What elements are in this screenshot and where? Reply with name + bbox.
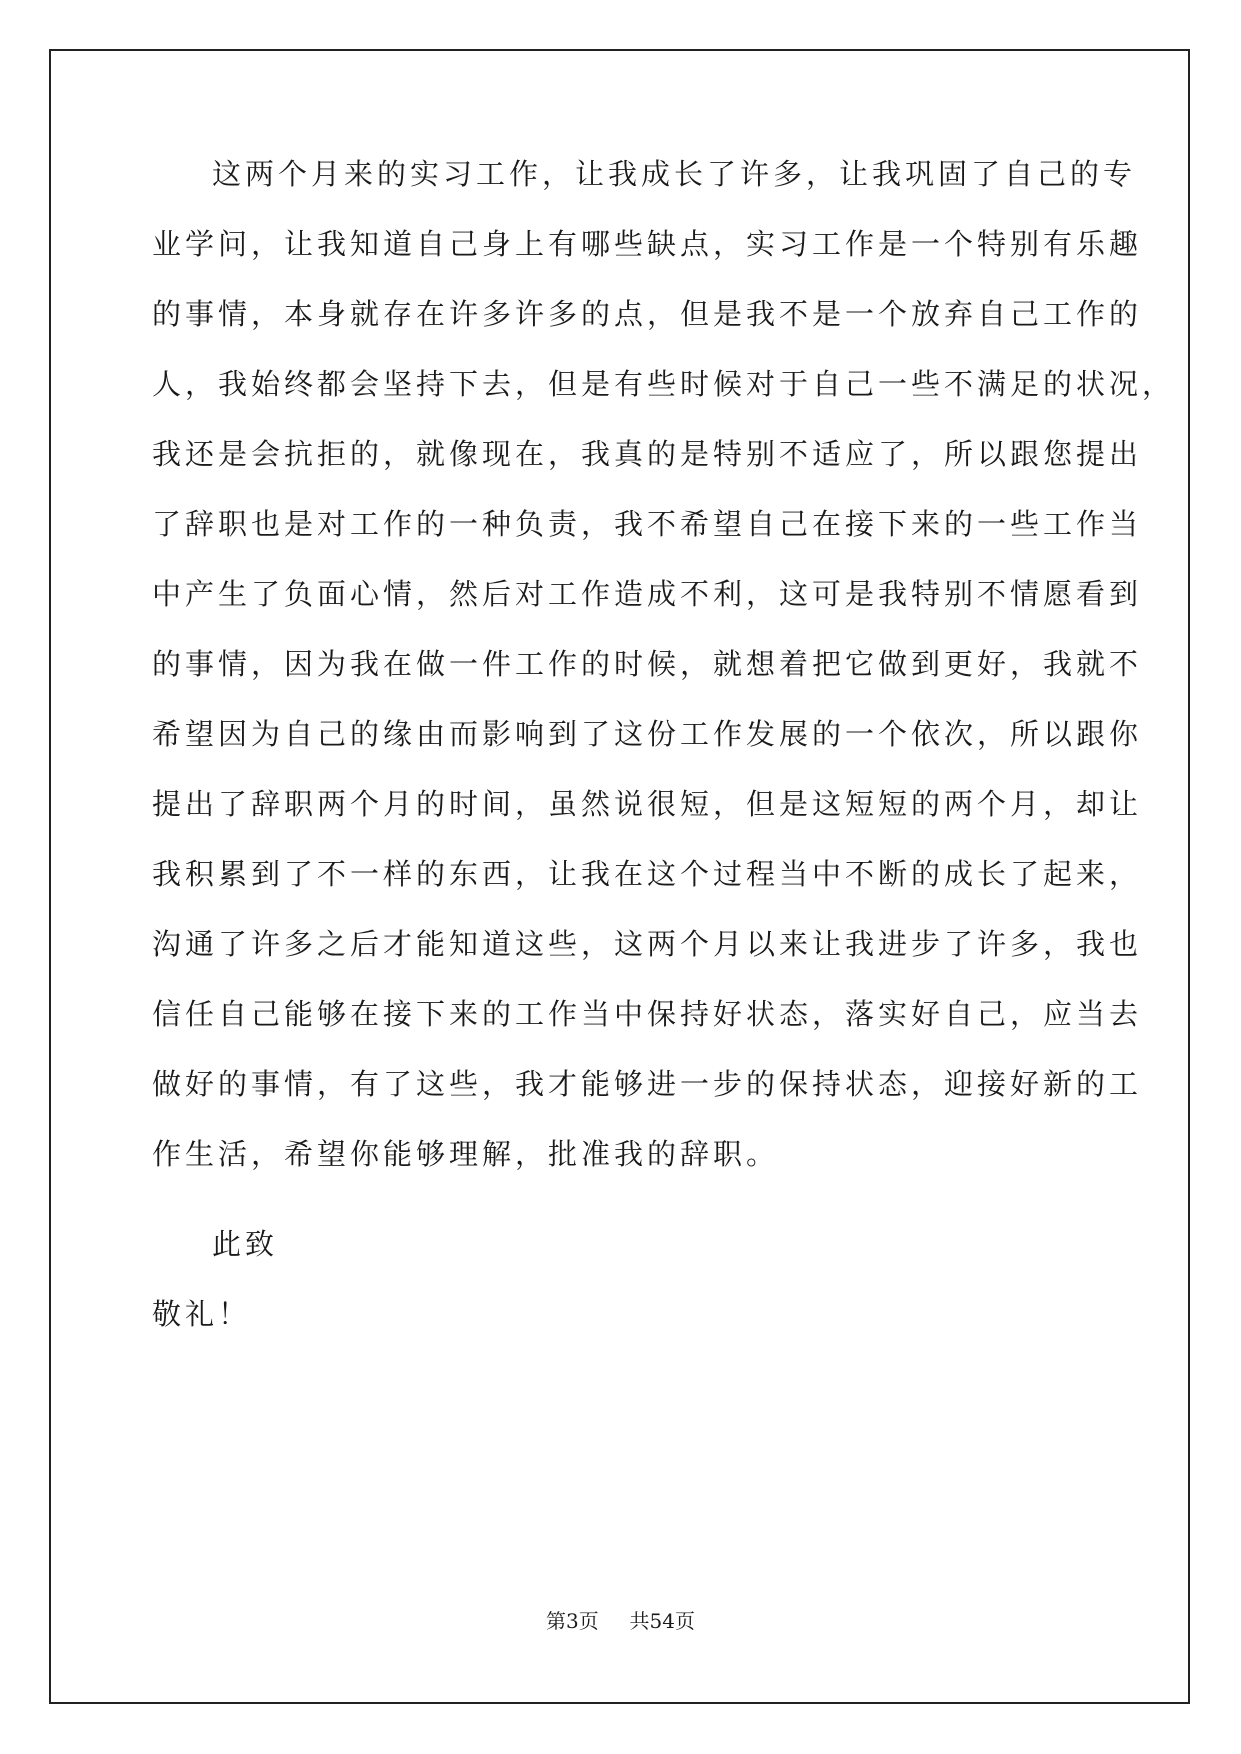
page-number: 第3页	[546, 1609, 599, 1633]
paragraph-line: 做好的事情，有了这些，我才能够进一步的保持状态，迎接好新的工	[152, 1067, 1143, 1101]
paragraph-line: 作生活，希望你能够理解，批准我的辞职。	[152, 1137, 780, 1171]
paragraph-line: 提出了辞职两个月的时间，虽然说很短，但是这短短的两个月，却让	[152, 787, 1143, 821]
closing-phrase: 此致	[212, 1227, 279, 1261]
paragraph-line: 的事情，本身就存在许多许多的点，但是我不是一个放弃自己工作的	[152, 297, 1143, 331]
paragraph-line: 沟通了许多之后才能知道这些，这两个月以来让我进步了许多，我也	[152, 927, 1143, 961]
paragraph-line: 这两个月来的实习工作，让我成长了许多，让我巩固了自己的专	[212, 157, 1137, 191]
total-pages: 共54页	[629, 1609, 695, 1633]
paragraph-line: 信任自己能够在接下来的工作当中保持好状态，落实好自己，应当去	[152, 997, 1143, 1031]
salutation: 敬礼！	[152, 1297, 252, 1331]
paragraph-line: 业学问，让我知道自己身上有哪些缺点，实习工作是一个特别有乐趣	[152, 227, 1143, 261]
paragraph-line: 人，我始终都会坚持下去，但是有些时候对于自己一些不满足的状况，	[152, 367, 1176, 401]
paragraph-line: 的事情，因为我在做一件工作的时候，就想着把它做到更好，我就不	[152, 647, 1143, 681]
paragraph-line: 我积累到了不一样的东西，让我在这个过程当中不断的成长了起来，	[152, 857, 1143, 891]
paragraph-line: 中产生了负面心情，然后对工作造成不利，这可是我特别不情愿看到	[152, 577, 1143, 611]
paragraph-line: 希望因为自己的缘由而影响到了这份工作发展的一个依次，所以跟你	[152, 717, 1143, 751]
paragraph-line: 我还是会抗拒的，就像现在，我真的是特别不适应了，所以跟您提出	[152, 437, 1143, 471]
page-footer	[0, 1608, 1241, 1634]
paragraph-line: 了辞职也是对工作的一种负责，我不希望自己在接下来的一些工作当	[152, 507, 1143, 541]
